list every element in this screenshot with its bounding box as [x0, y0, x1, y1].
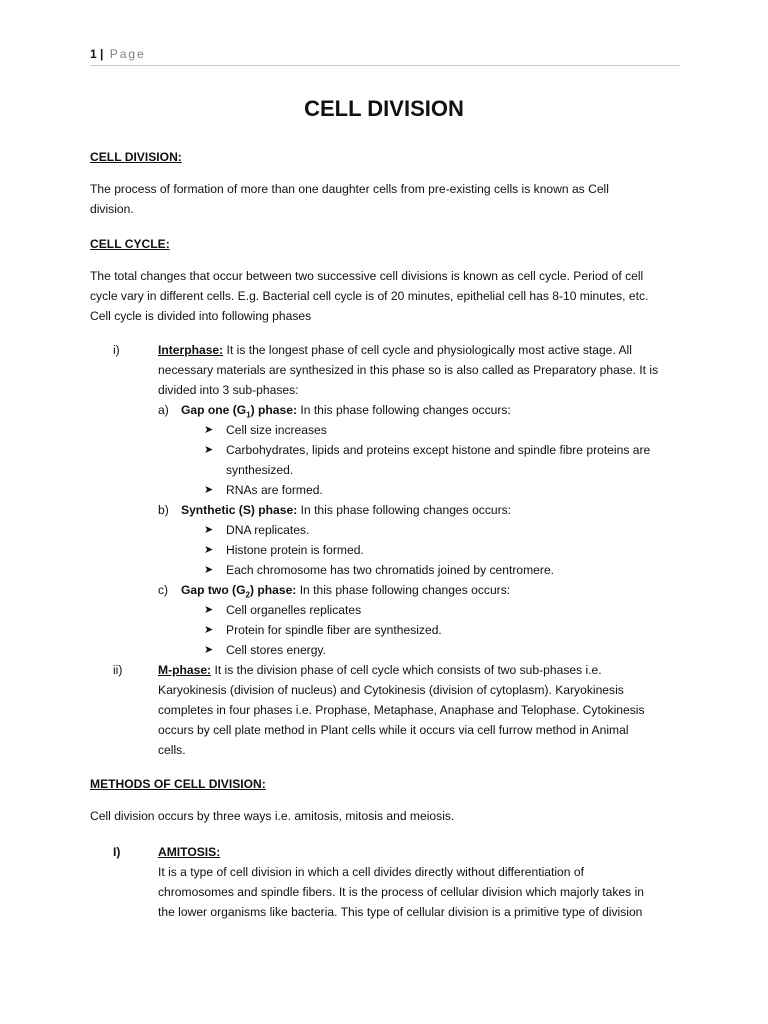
g1-desc: In this phase following changes occurs: — [297, 403, 511, 417]
bullet-item: Cell organelles replicates — [226, 603, 362, 617]
paragraph-line: cells. — [158, 743, 186, 757]
arrow-bullet-icon: ➤ — [204, 424, 214, 436]
arrow-bullet-icon: ➤ — [204, 524, 214, 536]
arrow-bullet-icon: ➤ — [204, 604, 214, 616]
g1-term-end: ) phase: — [250, 403, 298, 417]
mphase-line — [158, 660, 602, 680]
g2-desc: In this phase following changes occurs: — [296, 583, 511, 597]
arrow-bullet-icon: ➤ — [204, 484, 214, 496]
s-desc: In this phase following changes occurs: — [297, 503, 512, 517]
paragraph-line: divided into 3 sub-phases: — [158, 383, 299, 397]
paragraph-line: occurs by cell plate method in Plant cells while it occurs via cell furrow method in Animal — [158, 723, 629, 737]
list-marker: c) — [158, 583, 169, 597]
interphase-line — [158, 340, 632, 360]
paragraph-line: The total changes that occur between two successive cell divisions is known as cell cycle. Period of cell — [90, 269, 644, 283]
paragraph-line: Cell cycle is divided into following phases — [90, 309, 312, 323]
bullet-item: Cell size increases — [226, 423, 327, 437]
paragraph-line: It is a type of cell division in which a cell divides directly without differentiation of — [158, 865, 584, 879]
list-marker: ii) — [113, 663, 123, 677]
interphase-text: It is the longest phase of cell cycle and physiologically most active stage. All — [223, 343, 632, 357]
g2-term-end: ) phase: — [249, 583, 297, 597]
paragraph-line: cycle vary in different cells. E.g. Bacterial cell cycle is of 20 minutes, epithelial cell has 8-10 minutes, etc. — [90, 289, 649, 303]
subheading-amitosis: AMITOSIS: — [158, 845, 221, 859]
paragraph-line: completes in four phases i.e. Prophase, Metaphase, Anaphase and Telophase. Cytokinesis — [158, 703, 645, 717]
s-line — [181, 500, 511, 520]
list-marker: a) — [158, 403, 169, 417]
bullet-item: RNAs are formed. — [226, 483, 323, 497]
mphase-term: M-phase: — [158, 663, 212, 677]
page-header — [90, 47, 680, 66]
paragraph-line: necessary materials are synthesized in this phase so is also called as Preparatory phase. It is — [158, 363, 659, 377]
bullet-item: DNA replicates. — [226, 523, 310, 537]
bullet-item: Each chromosome has two chromatids joined by centromere. — [226, 563, 555, 577]
document-title: CELL DIVISION — [304, 96, 464, 121]
bullet-item: Carbohydrates, lipids and proteins except histone and spindle fibre proteins are — [226, 443, 651, 457]
paragraph-line: division. — [90, 202, 134, 216]
g1-subscript: 1 — [246, 410, 251, 420]
s-term: Synthetic (S) phase: — [181, 503, 298, 517]
bullet-item: Cell stores energy. — [226, 643, 326, 657]
interphase-term: Interphase: — [158, 343, 224, 357]
header-separator: | — [100, 47, 104, 61]
arrow-bullet-icon: ➤ — [204, 444, 214, 456]
mphase-text: It is the division phase of cell cycle which consists of two sub-phases i.e. — [211, 663, 602, 677]
g1-term: Gap one (G — [181, 403, 247, 417]
g2-subscript: 2 — [245, 590, 250, 600]
paragraph-line: Karyokinesis (division of nucleus) and Cytokinesis (division of cytoplasm). Karyokinesis — [158, 683, 624, 697]
paragraph-line: the lower organisms like bacteria. This type of cellular division is a primitive type of division — [158, 905, 643, 919]
arrow-bullet-icon: ➤ — [204, 624, 214, 636]
arrow-bullet-icon: ➤ — [204, 644, 214, 656]
bullet-item: Protein for spindle fiber are synthesized. — [226, 623, 442, 637]
page-number: 1 — [90, 47, 97, 61]
list-marker: I) — [113, 845, 121, 859]
bullet-item: Histone protein is formed. — [226, 543, 364, 557]
section-heading-methods: METHODS OF CELL DIVISION: — [90, 777, 266, 791]
paragraph-line: chromosomes and spindle fibers. It is the process of cellular division which majorly takes in — [158, 885, 644, 899]
section-heading-cell-cycle: CELL CYCLE: — [90, 237, 170, 251]
arrow-bullet-icon: ➤ — [204, 564, 214, 576]
bullet-item-continuation: synthesized. — [226, 463, 294, 477]
list-marker: b) — [158, 503, 169, 517]
list-marker: i) — [113, 343, 120, 357]
page-label: Page — [109, 47, 146, 61]
section-heading-cell-division: CELL DIVISION: — [90, 150, 182, 164]
arrow-bullet-icon: ➤ — [204, 544, 214, 556]
paragraph-line: Cell division occurs by three ways i.e. amitosis, mitosis and meiosis. — [90, 809, 455, 823]
g2-term: Gap two (G — [181, 583, 246, 597]
paragraph-line: The process of formation of more than one daughter cells from pre-existing cells is known as Cell — [90, 182, 609, 196]
